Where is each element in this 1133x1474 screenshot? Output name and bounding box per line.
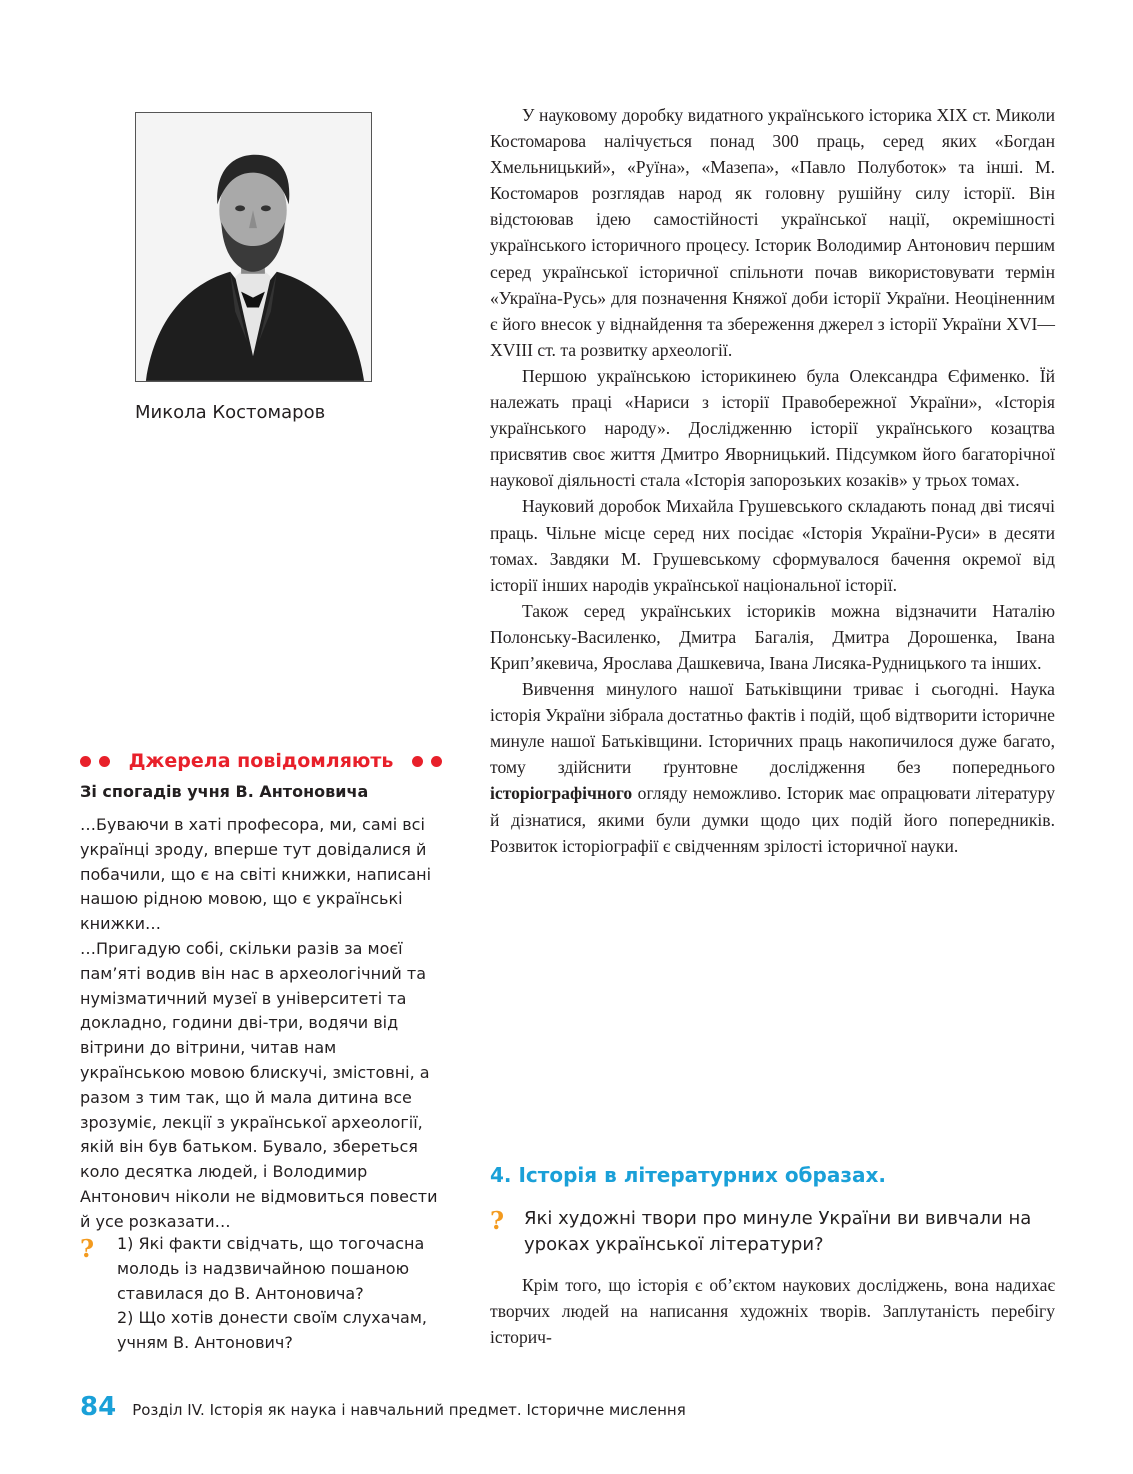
main-paragraph: Науковий доробок Михайла Грушевського складають понад дві тисячі праць. Чільне місце серед них посідає «Історія України-Руси» в десяти томах. Завдяки М. Грушевському сформувалося бачення окремої від історії інших народів української національної історії.: [490, 496, 1055, 595]
question-mark-icon: ?: [490, 1206, 505, 1235]
source-paragraph: …Пригадую собі, скільки разів за моєї пам’яті водив він нас в археологічний та нумізматичний музеї в університеті та докладно, години дві-три, водячи від вітрини до вітрини, читав нам українською мовою блискучі, змістовні, а разом з тим так, що й мала дитина все зрозуміє, лекції з української археології, якій він був батьком. Бувало, збереться коло десятка людей, і Володимир Антонович ніколи не відмовиться повести й усе розказати…: [80, 938, 438, 1231]
portrait-image: [135, 112, 372, 382]
source-questions: [117, 1232, 447, 1356]
main-paragraph: Крім того, що історія є об’єктом наукових досліджень, вона надихає творчих людей на написання художніх творів. Заплутаність перебігу історич-: [490, 1275, 1055, 1348]
bold-term: історіографічного: [490, 783, 633, 804]
header-dots-left: [80, 756, 110, 767]
portrait-caption: Микола Костомаров: [135, 402, 326, 423]
main-paragraph: У науковому доробку видатного українського історика XIX ст. Миколи Костомарова налічується понад 300 праць, серед яких «Богдан Хмельницький», «Руїна», «Мазепа», «Павло Полуботок» та інші. М. Костомаров розглядав народ як головну рушійну силу історії. Він відстоював ідею самостійності української нації, окремішності українського історичного процесу. Історик Володимир Антонович першим серед української історичної спільноти почав використовувати термін «Україна-Русь» для позначення Княжої доби історії України. Неоціненним є його внесок у віднайдення та збереження джерел з історії України XVI—XVIII ст. та розвитку археології.: [490, 105, 1055, 360]
sources-header-label: Джерела повідомляють: [128, 750, 394, 772]
page-number: 84: [80, 1392, 117, 1422]
source-question: 2) Що хотів донести своїм слухачам, учням В. Антонович?: [117, 1308, 427, 1353]
text-run: Вивчення минулого нашої Батьківщини триває і сьогодні. Наука історія України зібрала достатньо фактів і подій, щоб відтворити історичне минуле нашої Батьківщини. Історичних праць накопичилося дуже багато, тому здійснити ґрунтовне дослідження без попереднього: [490, 679, 1055, 778]
left-column: [80, 0, 442, 1474]
source-title: Зі спогадів учня В. Антоновича: [80, 782, 369, 801]
source-paragraph: …Буваючи в хаті професора, ми, самі всі українці зроду, вперше тут довідалися й побачили, що є на світі книжки, написані нашою рідною мовою, що є українські книжки…: [80, 815, 432, 934]
main-text: [490, 102, 1055, 859]
source-text: [80, 813, 442, 1235]
right-column: [490, 0, 1055, 1474]
question-mark-icon: ?: [80, 1234, 95, 1263]
footer-text: Розділ IV. Історія як наука і навчальний предмет. Історичне мислення: [132, 1401, 686, 1419]
sources-header: [80, 746, 442, 776]
page-footer: [80, 1392, 1080, 1432]
source-question: 1) Які факти свідчать, що тогочасна молодь із надзвичайною пошаною ставилася до В. Антоновича?: [117, 1234, 425, 1303]
main-paragraph: Першою українською історикинею була Олександра Єфименко. Їй належать праці «Нариси з історії Правобережної України», «Історія українського народу». Дослідженню історії українського козацтва присвятив своє життя Дмитро Яворницький. Підсумком його багаторічної наукової діяльності стала «Історія запорозьких козаків» у трьох томах.: [490, 365, 1055, 491]
text-run: огляду неможливо. Історик має опрацювати літературу й дізнатися, якими були думки щодо цих подій його попередників. Розвиток історіографії є свідченням зрілості історичної науки.: [490, 783, 1055, 856]
header-dots-right: [412, 756, 442, 767]
main-paragraph: [490, 676, 1055, 859]
section-question: Які художні твори про минуле України ви вивчали на уроках української літератури?: [524, 1208, 1032, 1255]
main-paragraph: Також серед українських істориків можна відзначити Наталію Полонську-Василенко, Дмитра Багалія, Дмитра Дорошенка, Івана Крип’якевича, Ярослава Дашкевича, Івана Лисяка-Рудницького та інших.: [490, 600, 1055, 673]
section-heading: 4. Історія в літературних образах.: [490, 1163, 886, 1187]
closing-text: [490, 1272, 1055, 1350]
